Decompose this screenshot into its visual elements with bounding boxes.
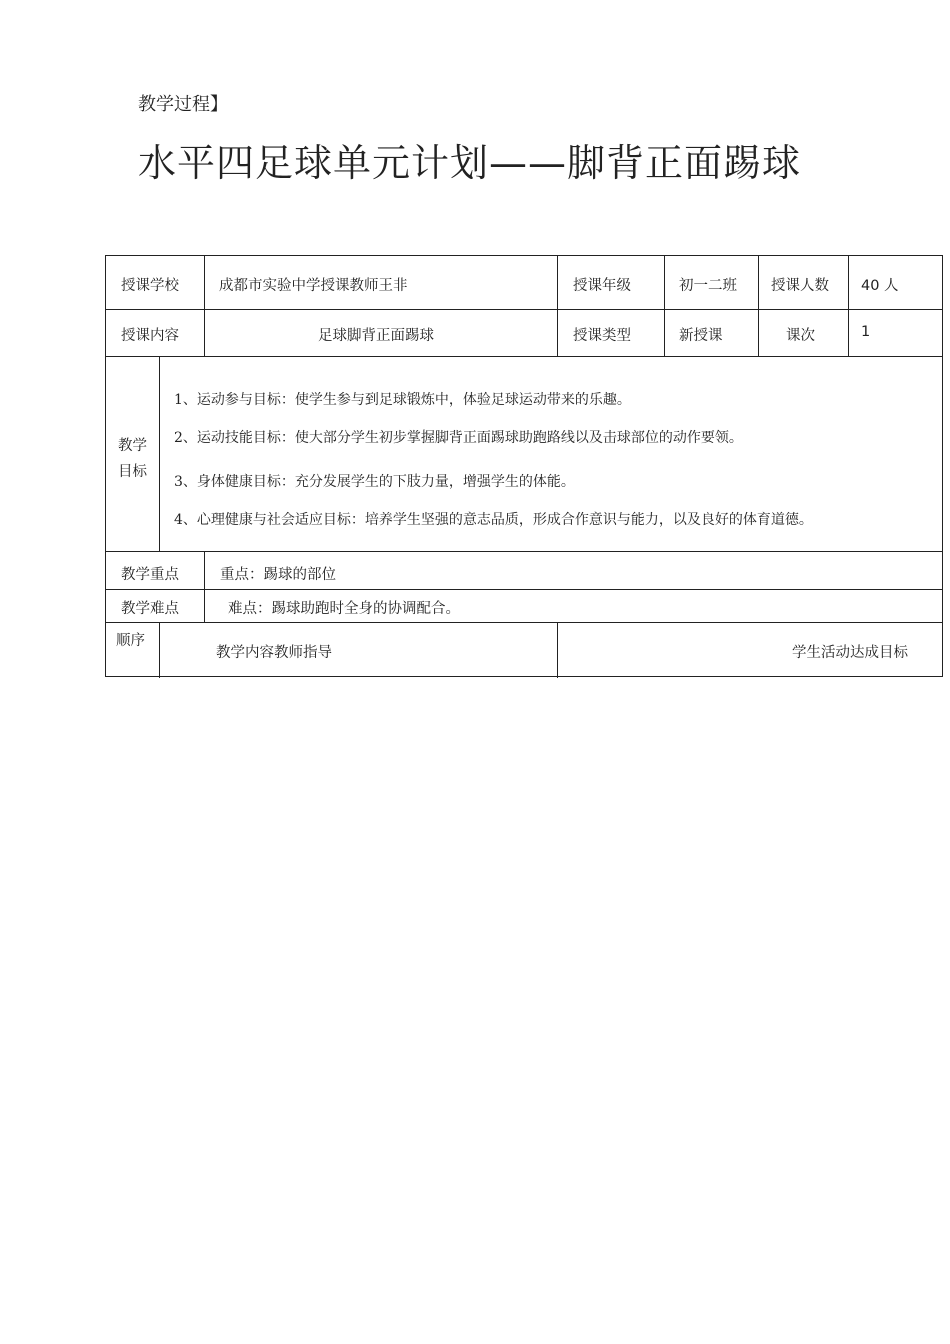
- row-divider: [106, 622, 942, 623]
- objective-item: 2、运动技能目标：使大部分学生初步掌握脚背正面踢球助跑路线以及击球部位的动作要领。: [174, 430, 743, 446]
- difficulty-label: 教学难点: [121, 601, 179, 617]
- school-label: 授课学校: [121, 278, 179, 294]
- lesson-number-value: 1: [861, 324, 871, 340]
- order-label: 顺序: [116, 633, 145, 649]
- column-divider: [159, 622, 160, 678]
- page-title: 水平四足球单元计划——脚背正面踢球: [138, 141, 802, 185]
- column-divider: [557, 622, 558, 678]
- student-count-label: 授课人数: [771, 278, 829, 294]
- column-divider: [159, 356, 160, 552]
- objective-item: 4、心理健康与社会适应目标：培养学生坚强的意志品质，形成合作意识与能力，以及良好的体育道德。: [174, 512, 813, 528]
- student-count-value: 40 人: [861, 278, 899, 294]
- content-guidance-header: 教学内容教师指导: [216, 645, 332, 661]
- column-divider: [204, 256, 205, 357]
- column-divider: [204, 551, 205, 623]
- objectives-label-line1: 教学: [118, 438, 147, 454]
- section-label: 教学过程】: [138, 94, 228, 115]
- objective-item: 1、运动参与目标：使学生参与到足球锻炼中，体验足球运动带来的乐趣。: [174, 392, 631, 408]
- row-divider: [106, 551, 942, 552]
- column-divider: [557, 256, 558, 357]
- grade-label: 授课年级: [573, 278, 631, 294]
- row-divider: [106, 309, 942, 310]
- objective-item: 3、身体健康目标：充分发展学生的下肢力量，增强学生的体能。: [174, 474, 575, 490]
- column-divider: [848, 256, 849, 357]
- content-label: 授课内容: [121, 328, 179, 344]
- column-divider: [758, 256, 759, 357]
- grade-value: 初一二班: [679, 278, 737, 294]
- row-divider: [106, 356, 942, 357]
- content-value: 足球脚背正面踢球: [318, 328, 434, 344]
- difficulty-value: 难点：踢球助跑时全身的协调配合。: [228, 601, 460, 617]
- key-point-value: 重点：踢球的部位: [220, 567, 336, 583]
- school-value: 成都市实验中学授课教师王非: [219, 278, 408, 294]
- lesson-type-value: 新授课: [679, 328, 723, 344]
- column-divider: [664, 256, 665, 357]
- objectives-label-line2: 目标: [118, 464, 147, 480]
- row-divider: [106, 589, 942, 590]
- lesson-type-label: 授课类型: [573, 328, 631, 344]
- lesson-number-label: 课次: [786, 328, 815, 344]
- student-activity-header: 学生活动达成目标: [792, 645, 908, 661]
- key-point-label: 教学重点: [121, 567, 179, 583]
- lesson-plan-table: [105, 255, 943, 677]
